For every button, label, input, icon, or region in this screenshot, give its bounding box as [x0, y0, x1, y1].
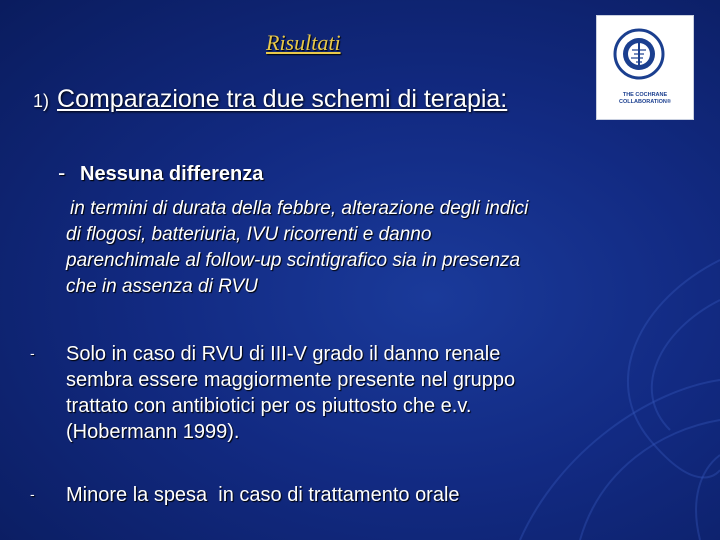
slide-title: Risultati	[266, 30, 341, 55]
sub-body-text	[66, 196, 666, 300]
bullet-item	[66, 341, 666, 445]
sub-body-line: parenchimale al follow-up scintigrafico sia in presenza	[66, 250, 521, 271]
bullet-line: Solo in caso di RVU di III-V grado il danno renale	[66, 343, 501, 365]
sub-heading: Nessuna differenza	[80, 163, 264, 185]
bullet-dash: -	[30, 486, 35, 502]
logo-text	[603, 92, 687, 106]
sub-body-line: di flogosi, batteriuria, IVU ricorrenti e danno	[66, 224, 432, 245]
section-heading	[33, 85, 507, 114]
logo-text-line2: COLLABORATION®	[619, 99, 671, 105]
bullet-line: sembra essere maggiormente presente nel gruppo	[66, 369, 516, 391]
heading-number: 1)	[33, 91, 50, 111]
sub-body-line: in termini di durata della febbre, alterazione degli indici	[70, 198, 529, 219]
sub-body-line: che in assenza di RVU	[66, 276, 258, 297]
bullet-item	[66, 482, 666, 508]
bullet-dash: -	[30, 345, 35, 361]
sub-dash: -	[58, 160, 66, 185]
bullet-line: (Hobermann 1999).	[66, 421, 240, 443]
cochrane-logo	[596, 15, 694, 120]
bullet-line: Minore la spesa in caso di trattamento orale	[66, 484, 460, 506]
cochrane-logo-icon	[613, 26, 665, 88]
heading-text: Comparazione tra due schemi di terapia:	[57, 85, 508, 113]
logo-text-line1: THE COCHRANE	[622, 92, 668, 98]
bullet-line: trattato con antibiotici per os piuttosto che e.v.	[66, 395, 472, 417]
